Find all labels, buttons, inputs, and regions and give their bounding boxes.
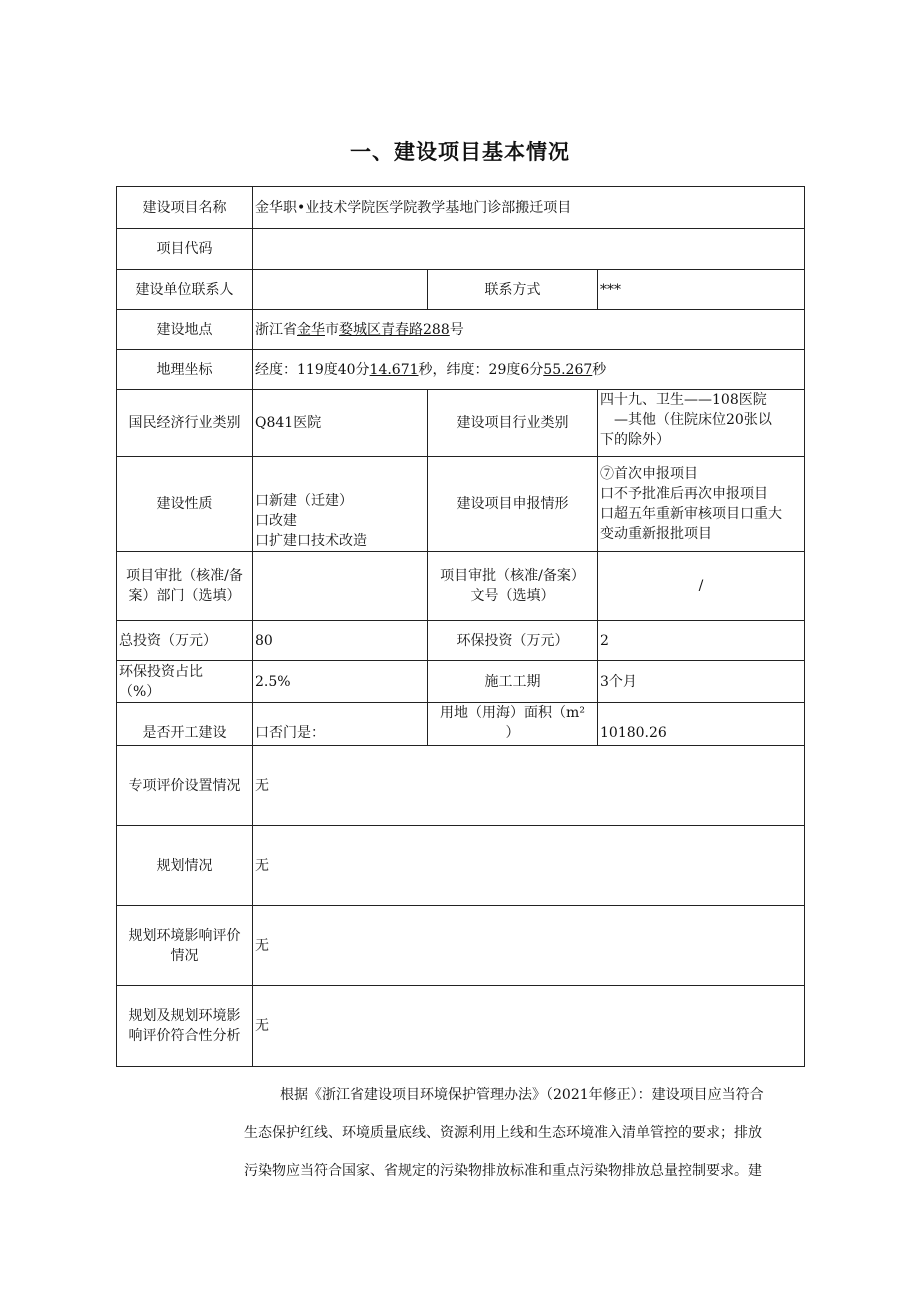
project-industry-label: 建设项目行业类别 xyxy=(428,390,598,457)
env-ratio-label-line: （%） xyxy=(119,683,161,700)
row-nature xyxy=(117,457,805,552)
planning-value: 无 xyxy=(253,826,805,906)
area-value: 10180.26 xyxy=(598,703,805,746)
project-industry-line: 下的除外） xyxy=(600,432,670,448)
total-invest-label: 总投资（万元） xyxy=(117,621,253,661)
filing-option: 口超五年重新审核项目口重大 xyxy=(600,506,782,522)
industry-value: Q841医院 xyxy=(253,390,428,457)
contact-value xyxy=(253,270,428,310)
location-city: 金华 xyxy=(297,321,325,338)
period-value: 3个月 xyxy=(598,661,805,703)
filing-option: 口不予批准后再次申报项目 xyxy=(600,486,768,502)
conformity-label-line: 规划及规划环境影 xyxy=(128,1008,241,1024)
row-planning xyxy=(117,826,805,906)
coord-suffix: 秒 xyxy=(592,361,607,378)
coord-lat-sec: 55.267 xyxy=(543,361,593,378)
body-line: 根据《浙江省建设项目环境保护管理办法》（2021年修正）：建设项目应当符合 xyxy=(280,1087,764,1103)
env-ratio-value: 2.5% xyxy=(253,661,428,703)
project-name-value: 金华职•业技术学院医学院教学基地门诊部搬迁项目 xyxy=(253,187,805,229)
location-prefix: 浙江省 xyxy=(255,321,297,338)
conformity-value: 无 xyxy=(253,986,805,1067)
nature-label: 建设性质 xyxy=(117,457,253,552)
approval-no-label-line: 文号（选填） xyxy=(470,588,555,604)
filing-options xyxy=(598,457,805,552)
started-label: 是否开工建设 xyxy=(117,703,253,746)
location-mid: 市 xyxy=(325,321,339,338)
row-coordinates xyxy=(117,350,805,390)
nature-options xyxy=(253,457,428,552)
row-planning-env xyxy=(117,906,805,986)
row-project-name xyxy=(117,187,805,229)
project-industry-line: —其他（住院床位20张以 xyxy=(614,412,772,428)
planning-env-value: 无 xyxy=(253,906,805,986)
area-label-line: 用地（用海）面积（m² xyxy=(440,705,585,721)
coord-value xyxy=(253,350,805,390)
location-value xyxy=(253,310,805,350)
row-location xyxy=(117,310,805,350)
approval-no-label xyxy=(428,552,598,621)
nature-option-new: 口新建（迁建） xyxy=(255,493,353,509)
row-special-eval xyxy=(117,746,805,826)
industry-label: 国民经济行业类别 xyxy=(117,390,253,457)
contact-method-label: 联系方式 xyxy=(428,270,598,310)
row-investment xyxy=(117,621,805,661)
planning-env-label-line: 规划环境影响评价 xyxy=(128,927,241,944)
period-label: 施工工期 xyxy=(428,661,598,703)
approval-dept-label-line: 案）部门（选填） xyxy=(128,588,241,604)
nature-option-modify: 口改建 xyxy=(255,513,297,529)
special-eval-label: 专项评价设置情况 xyxy=(117,746,253,826)
filing-option: ⑦首次申报项目 xyxy=(600,466,698,482)
location-number: 288 xyxy=(423,321,450,338)
project-code-label: 项目代码 xyxy=(117,229,253,270)
body-line: 污染物应当符合国家、省规定的污染物排放标准和重点污染物排放总量控制要求。建 xyxy=(244,1163,762,1179)
coord-lon-prefix: 经度：119度40分 xyxy=(255,361,370,378)
body-paragraph xyxy=(244,1076,810,1190)
coord-label: 地理坐标 xyxy=(117,350,253,390)
row-ratio xyxy=(117,661,805,703)
coord-mid: 秒，纬度：29度6分 xyxy=(418,361,544,378)
conformity-label-line: 响评价符合性分析 xyxy=(128,1028,241,1044)
special-eval-value: 无 xyxy=(253,746,805,826)
approval-dept-value xyxy=(253,552,428,621)
approval-no-value: / xyxy=(598,552,805,621)
area-label xyxy=(428,703,598,746)
started-value: 口否门是： xyxy=(253,703,428,746)
area-label-line: ） xyxy=(505,725,520,741)
row-project-code xyxy=(117,229,805,270)
body-line: 生态保护红线、环境质量底线、资源利用上线和生态环境准入清单管控的要求；排放 xyxy=(244,1125,762,1141)
page-title: 一、建设项目基本情况 xyxy=(350,140,570,164)
row-started xyxy=(117,703,805,746)
nature-option-expand: 口扩建口技术改造 xyxy=(255,533,367,549)
approval-dept-label-line: 项目审批（核准/备 xyxy=(126,568,243,584)
planning-env-label-line: 情况 xyxy=(170,947,199,964)
project-industry-value xyxy=(598,390,805,457)
project-code-value xyxy=(253,229,805,270)
conformity-label xyxy=(117,986,253,1067)
filing-label: 建设项目申报情形 xyxy=(428,457,598,552)
planning-label: 规划情况 xyxy=(117,826,253,906)
contact-label: 建设单位联系人 xyxy=(117,270,253,310)
project-info-table xyxy=(116,186,805,1067)
location-label: 建设地点 xyxy=(117,310,253,350)
contact-method-value: *** xyxy=(598,270,805,310)
env-invest-value: 2 xyxy=(598,621,805,661)
project-name-label: 建设项目名称 xyxy=(117,187,253,229)
approval-no-label-line: 项目审批（核准/备案） xyxy=(440,568,585,584)
total-invest-value: 80 xyxy=(253,621,428,661)
approval-dept-label xyxy=(117,552,253,621)
row-approval xyxy=(117,552,805,621)
filing-option: 变动重新报批项目 xyxy=(600,526,712,542)
location-district: 婺城区青春路 xyxy=(339,321,423,338)
row-industry xyxy=(117,390,805,457)
env-invest-label: 环保投资（万元） xyxy=(428,621,598,661)
coord-lon-sec: 14.671 xyxy=(369,361,419,378)
project-industry-line: 四十九、卫生——108医院 xyxy=(600,392,767,408)
planning-env-label xyxy=(117,906,253,986)
env-ratio-label xyxy=(117,661,253,703)
location-suffix: 号 xyxy=(449,321,464,338)
row-contact xyxy=(117,270,805,310)
row-conformity xyxy=(117,986,805,1067)
env-ratio-label-line: 环保投资占比 xyxy=(119,663,203,680)
